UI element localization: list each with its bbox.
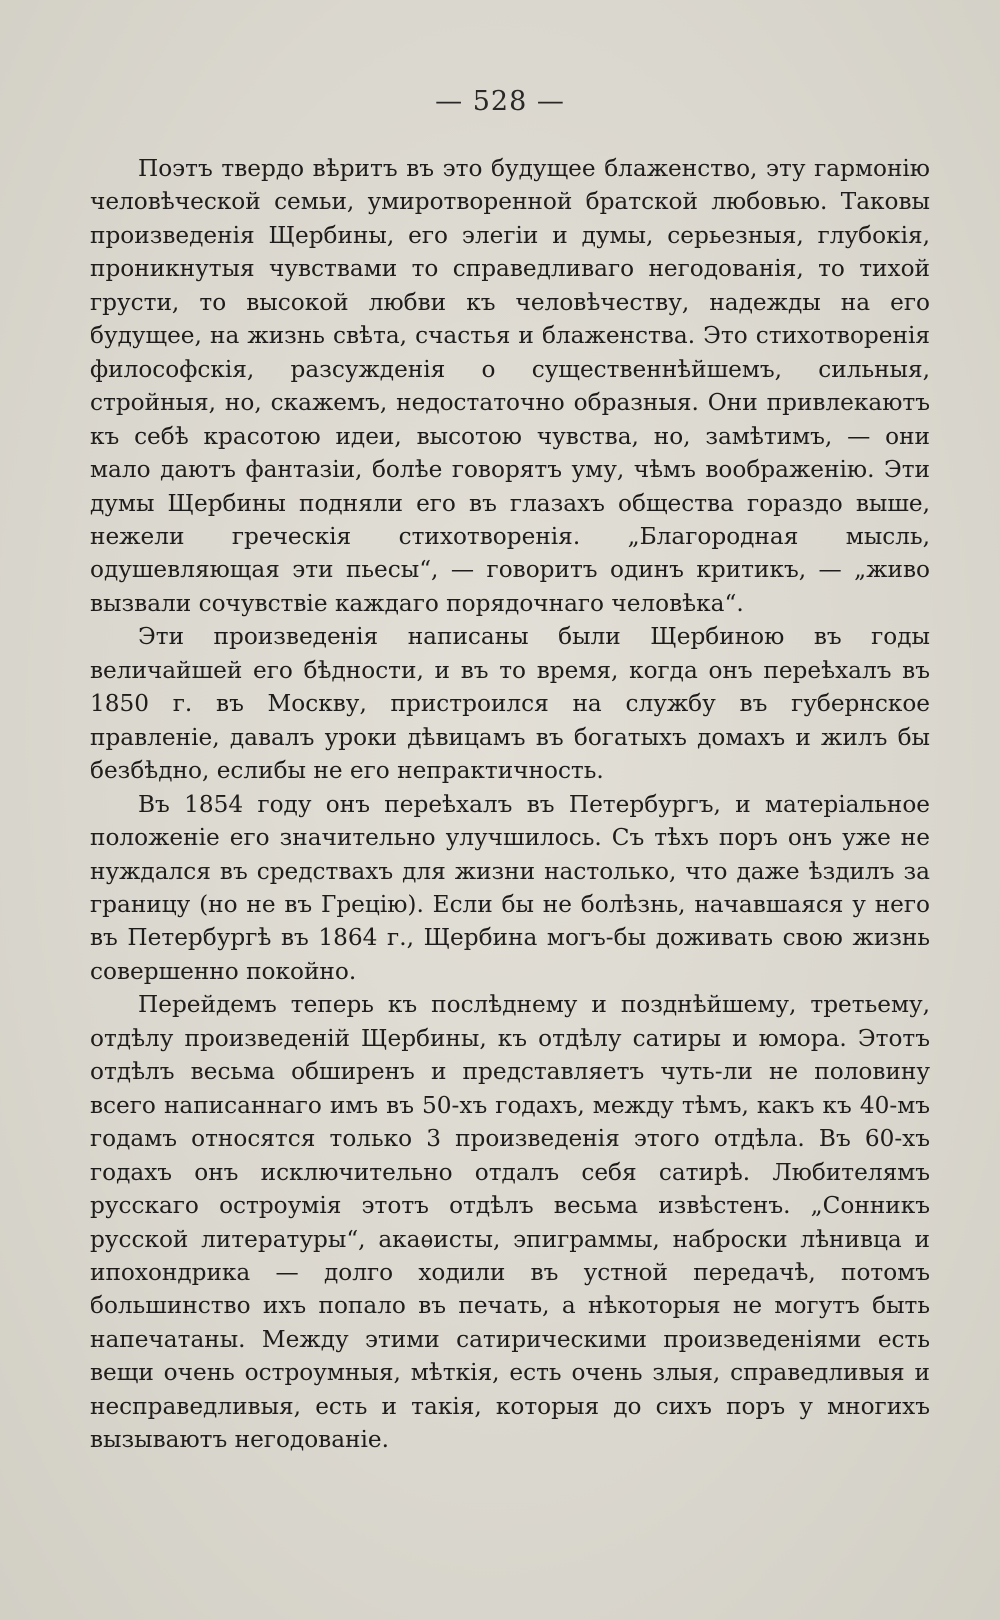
paragraph-2: Эти произведенія написаны были Щербиною въ годы величайшей его бѣдности, и въ то время, когда онъ переѣхалъ въ 1850 г. въ Москву, пристроился на службу въ губернское правленіе, давалъ уроки дѣвицамъ въ богатыхъ домахъ и жилъ бы безбѣдно, еслибы не его непрактичность.: [90, 623, 930, 785]
paragraph-4: Перейдемъ теперь къ послѣднему и позднѣйшему, третьему, отдѣлу произведеній Щербины, къ отдѣлу сатиры и юмора. Этотъ отдѣлъ весьма обширенъ и представляетъ чуть-ли не половину всего написаннаго имъ въ 50-хъ годахъ, между тѣмъ, какъ къ 40-мъ годамъ относятся только 3 произведенія этого отдѣла. Въ 60-хъ годахъ онъ исключительно отдалъ себя сатирѣ. Любителямъ русскаго остроумія этотъ отдѣлъ весьма извѣстенъ. „Сонникъ русской литературы“, акаѳисты, эпиграммы, наброски лѣнивца и ипохондрика — долго ходили въ устной передачѣ, потомъ большинство ихъ попало въ печать, а нѣкоторыя не могутъ быть напечатаны. Между этими сатирическими произведеніями есть вещи очень остроумныя, мѣткія, есть очень злыя, справедливыя и несправедливыя, есть и такія, которыя до сихъ поръ у многихъ вызываютъ негодованіе.: [90, 991, 930, 1454]
body-text: [90, 152, 930, 1457]
paragraph-1: Поэтъ твердо вѣритъ въ это будущее блаженство, эту гармонію человѣческой семьи, умиротворенной братской любовью. Таковы произведенія Щербины, его элегіи и думы, серьезныя, глубокія, проникнутыя чувствами то справедливаго негодованія, то тихой грусти, то высокой любви къ человѣчеству, надежды на его будущее, на жизнь свѣта, счастья и блаженства. Это стихотворенія философскія, разсужденія о существеннѣйшемъ, сильныя, стройныя, но, скажемъ, недостаточно образныя. Они привлекаютъ къ себѣ красотою идеи, высотою чувства, но, замѣтимъ, — они мало даютъ фантазіи, болѣе говорятъ уму, чѣмъ воображенію. Эти думы Щербины подняли его въ глазахъ общества гораздо выше, нежели греческія стихотворенія. „Благородная мысль, одушевляющая эти пьесы“, — говоритъ одинъ критикъ, — „живо вызвали сочувствіе каждаго порядочнаго человѣка“.: [90, 155, 930, 617]
page-number: — 528 —: [435, 86, 565, 117]
paragraph-3: Въ 1854 году онъ переѣхалъ въ Петербургъ, и матеріальное положеніе его значительно улучшилось. Съ тѣхъ поръ онъ уже не нуждался въ средствахъ для жизни настолько, что даже ѣздилъ за границу (но не въ Грецію). Если бы не болѣзнь, начавшаяся у него въ Петербургѣ въ 1864 г., Щербина могъ-бы доживать свою жизнь совершенно покойно.: [90, 790, 930, 985]
